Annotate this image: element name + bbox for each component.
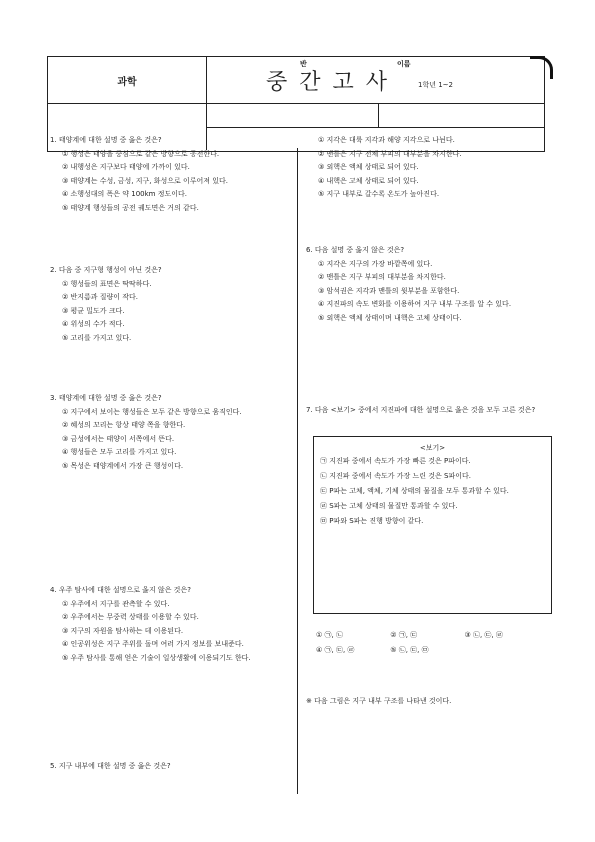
option: ⑤ 목성은 태양계에서 가장 큰 행성이다. bbox=[62, 461, 184, 470]
question-stem: 6. 다음 설명 중 옳지 않은 것은? bbox=[306, 246, 405, 254]
class-label: 반 bbox=[300, 60, 307, 68]
option: ① 행성들의 표면은 딱딱하다. bbox=[62, 279, 152, 288]
name-label: 이름 bbox=[397, 60, 411, 68]
option: ② 우주에서는 무중력 상태를 이용할 수 있다. bbox=[62, 613, 199, 621]
option: ⑤ 외핵은 액체 상태이며 내핵은 고체 상태이다. bbox=[318, 313, 462, 322]
answer-choice: ① ㉠, ㉡ bbox=[316, 631, 343, 639]
question-stem: 7. 다음 <보기> 중에서 지진파에 대한 설명으로 옳은 것을 모두 고른 것은? bbox=[306, 406, 536, 414]
example-box bbox=[313, 436, 552, 614]
question-stem: 5. 지구 내부에 대한 설명 중 옳은 것은? bbox=[50, 762, 171, 770]
option: ② 내행성은 지구보다 태양에 가까이 있다. bbox=[62, 163, 190, 171]
answer-choice: ⑤ ㉡, ㉢, ㉤ bbox=[390, 646, 429, 654]
question-stem: 2. 다음 중 지구형 행성이 아닌 것은? bbox=[50, 266, 162, 274]
question-5 bbox=[50, 760, 290, 774]
box-title: <보기> bbox=[419, 444, 446, 452]
answer-choice: ② ㉠, ㉢ bbox=[390, 631, 418, 639]
question-6 bbox=[306, 244, 550, 325]
option: ④ 인공위성은 지구 주위를 돌며 여러 가지 정보를 보내준다. bbox=[62, 640, 244, 648]
header-divider bbox=[378, 104, 379, 128]
option: ⑤ 태양계 행성들의 공전 궤도면은 거의 같다. bbox=[62, 203, 199, 212]
option: ③ 태양계는 수성, 금성, 지구, 화성으로 이루어져 있다. bbox=[62, 176, 228, 185]
question-3 bbox=[50, 392, 290, 473]
box-item: ㉢ P파는 고체, 액체, 기체 상태의 물질을 모두 통과할 수 있다. bbox=[320, 487, 509, 495]
option: ② 맨틀은 지구 부피의 대부분을 차지한다. bbox=[318, 273, 446, 281]
section-note: ※ 다음 그림은 지구 내부 구조를 나타낸 것이다. bbox=[306, 697, 452, 705]
header-line bbox=[206, 127, 544, 128]
option: ② 반지름과 질량이 작다. bbox=[62, 293, 139, 301]
option: ① 지구에서 보이는 행성들은 모두 같은 방향으로 움직인다. bbox=[62, 407, 242, 416]
option: ② 혜성의 꼬리는 항상 태양 쪽을 향한다. bbox=[62, 421, 186, 429]
box-item: ㉠ 지진파 중에서 속도가 가장 빠른 것은 P파이다. bbox=[320, 457, 471, 465]
option: ③ 금성에서는 태양이 서쪽에서 뜬다. bbox=[62, 434, 175, 443]
corner-mark bbox=[530, 56, 553, 79]
option: ④ 소행성대의 폭은 약 100km 정도이다. bbox=[62, 190, 188, 198]
question-7 bbox=[306, 404, 550, 418]
option: ③ 외핵은 액체 상태로 되어 있다. bbox=[318, 163, 419, 171]
option: ④ 위성의 수가 적다. bbox=[62, 320, 125, 328]
option: ③ 평균 밀도가 크다. bbox=[62, 306, 125, 315]
question-stem: 1. 태양계에 대한 설명 중 옳은 것은? bbox=[50, 136, 162, 144]
option: ④ 내핵은 고체 상태로 되어 있다. bbox=[318, 176, 419, 185]
option: ① 행성은 태양을 중심으로 같은 방향으로 공전한다. bbox=[62, 149, 220, 158]
header-row-1 bbox=[48, 57, 544, 104]
question-stem: 4. 우주 탐사에 대한 설명으로 옳지 않은 것은? bbox=[50, 586, 191, 594]
question-5-options bbox=[306, 134, 550, 202]
option: ⑤ 우주 탐사를 통해 얻은 기술이 일상생활에 이용되기도 한다. bbox=[62, 653, 251, 662]
option: ① 지각은 대륙 지각과 해양 지각으로 나뉜다. bbox=[318, 136, 455, 144]
question-stem: 3. 태양계에 대한 설명 중 옳은 것은? bbox=[50, 394, 162, 402]
box-item: ㉡ 지진파 중에서 속도가 가장 느린 것은 S파이다. bbox=[320, 472, 471, 480]
option: ③ 지구의 자원을 탐사하는 데 이용된다. bbox=[62, 626, 184, 635]
exam-subtitle: 1학년 1~2 bbox=[418, 81, 453, 89]
subject-cell: 과학 bbox=[48, 57, 207, 103]
box-item: ㉣ S파는 고체 상태의 물질만 통과할 수 있다. bbox=[320, 502, 458, 510]
option: ⑤ 지구 내부로 갈수록 온도가 높아진다. bbox=[318, 190, 440, 198]
option: ⑤ 고리를 가지고 있다. bbox=[62, 333, 132, 342]
answer-choices bbox=[316, 628, 536, 658]
option: ② 맨틀은 지구 전체 부피의 대부분을 차지한다. bbox=[318, 149, 462, 158]
box-item: ㉤ P파와 S파는 진행 방향이 같다. bbox=[320, 517, 424, 525]
option: ① 지각은 지구의 가장 바깥쪽에 있다. bbox=[318, 259, 433, 268]
option: ① 우주에서 지구를 관측할 수 있다. bbox=[62, 599, 170, 608]
answer-choice: ③ ㉡, ㉢, ㉣ bbox=[464, 631, 503, 639]
question-4 bbox=[50, 584, 290, 665]
answer-choice: ④ ㉠, ㉢, ㉣ bbox=[316, 646, 355, 654]
question-1 bbox=[50, 134, 290, 215]
exam-title: 중간고사 bbox=[266, 70, 400, 95]
option: ④ 행성들은 모두 고리를 가지고 있다. bbox=[62, 448, 177, 456]
question-2 bbox=[50, 264, 290, 345]
option: ④ 지진파의 속도 변화를 이용하여 지구 내부 구조를 알 수 있다. bbox=[318, 300, 512, 308]
column-divider bbox=[297, 148, 298, 794]
option: ③ 암석권은 지각과 맨틀의 윗부분을 포함한다. bbox=[318, 286, 460, 295]
